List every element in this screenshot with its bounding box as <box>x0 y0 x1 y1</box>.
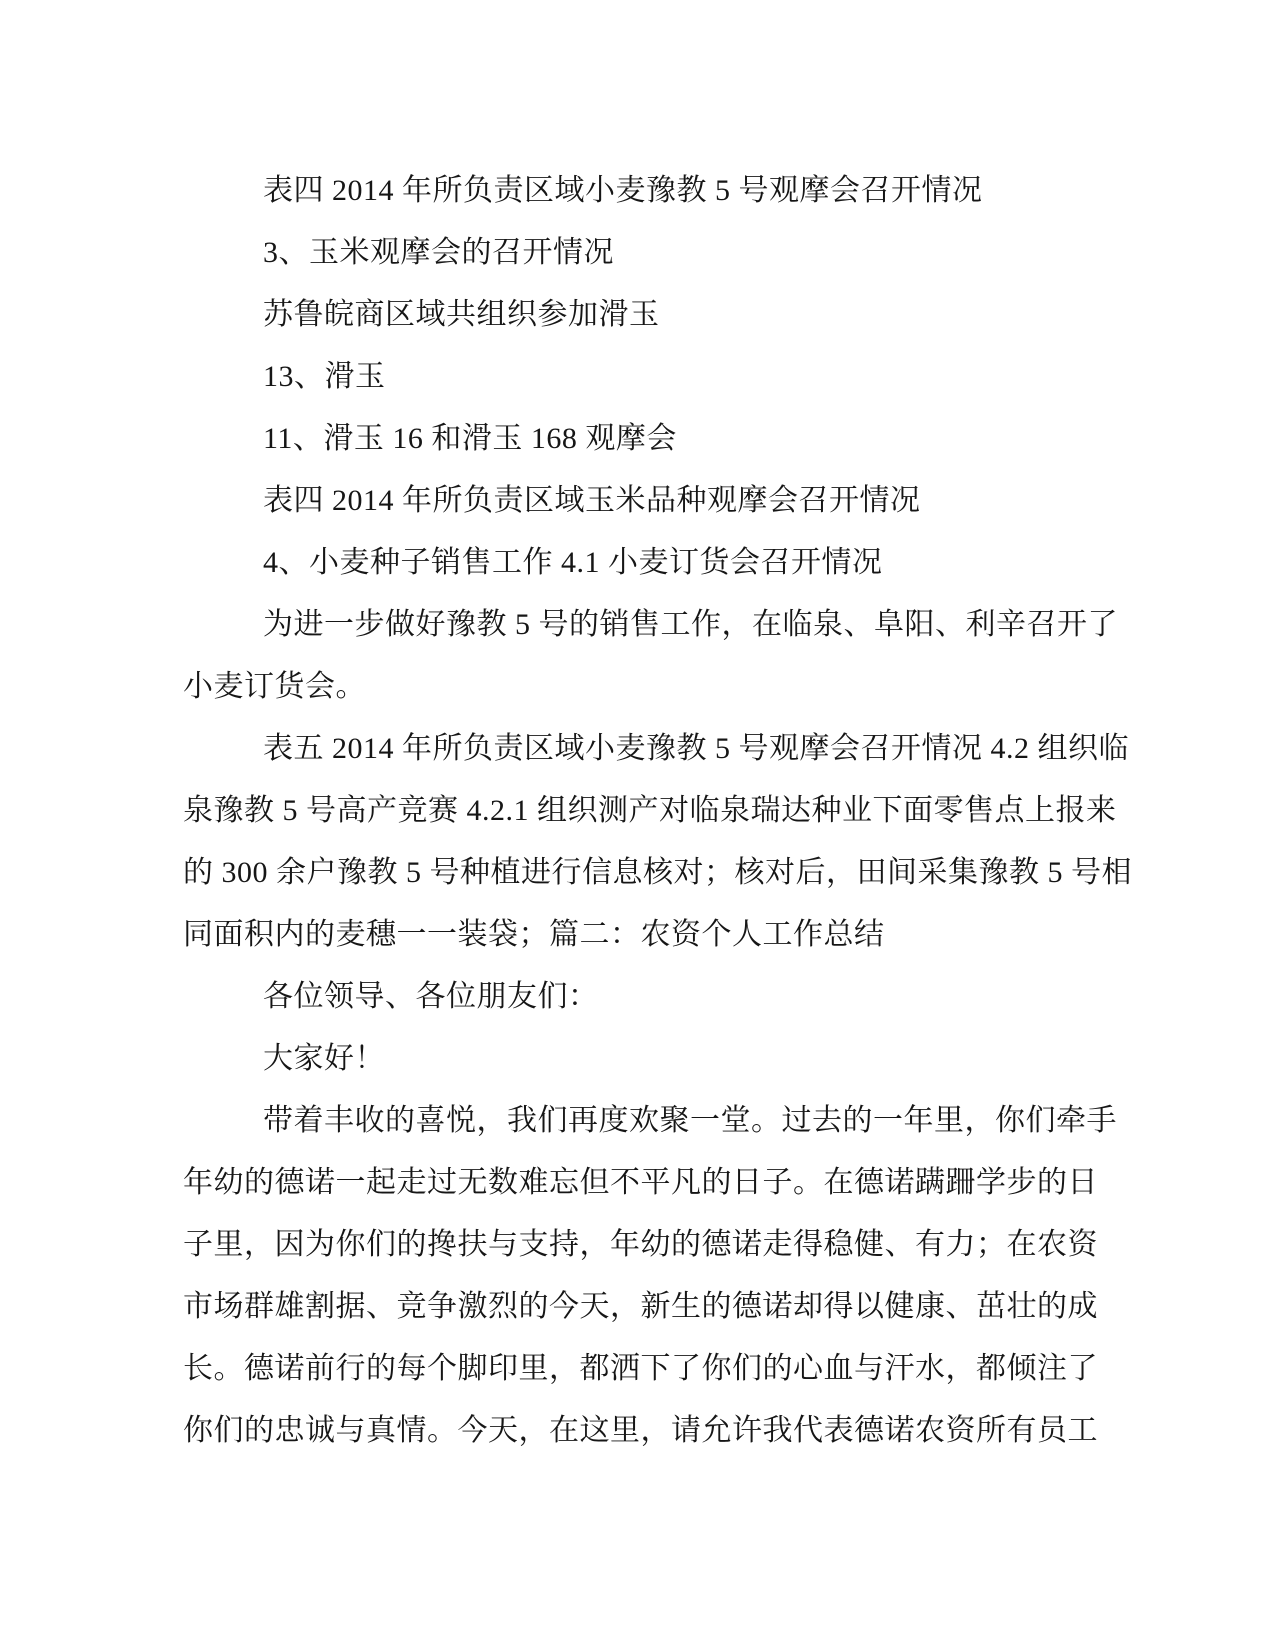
text-line: 市场群雄割据、竞争激烈的今天，新生的德诺却得以健康、茁壮的成 <box>183 1290 1098 1323</box>
text-line: 11、滑玉 16 和滑玉 168 观摩会 <box>263 422 677 455</box>
text-line: 你们的忠诚与真情。今天，在这里，请允许我代表德诺农资所有员工 <box>183 1414 1098 1447</box>
text-line: 3、玉米观摩会的召开情况 <box>263 236 614 269</box>
text-line: 小麦订货会。 <box>183 670 366 703</box>
text-line: 子里，因为你们的搀扶与支持，年幼的德诺走得稳健、有力；在农资 <box>183 1228 1098 1261</box>
text-line: 13、滑玉 <box>263 360 386 393</box>
text-line: 各位领导、各位朋友们： <box>263 980 599 1013</box>
text-line: 的 300 余户豫教 5 号种植进行信息核对；核对后，田间采集豫教 5 号相 <box>183 856 1132 889</box>
text-line: 大家好！ <box>263 1042 385 1075</box>
text-line: 年幼的德诺一起走过无数难忘但不平凡的日子。在德诺蹒跚学步的日 <box>183 1166 1098 1199</box>
text-line: 带着丰收的喜悦，我们再度欢聚一堂。过去的一年里，你们牵手 <box>263 1104 1117 1137</box>
text-line: 泉豫教 5 号高产竞赛 4.2.1 组织测产对临泉瑞达种业下面零售点上报来 <box>183 794 1117 827</box>
text-line: 表四 2014 年所负责区域玉米品种观摩会召开情况 <box>263 484 921 517</box>
document-body <box>183 160 1132 1462</box>
text-line: 苏鲁皖商区域共组织参加滑玉 <box>263 298 660 331</box>
text-line: 表四 2014 年所负责区域小麦豫教 5 号观摩会召开情况 <box>263 174 983 207</box>
text-line: 长。德诺前行的每个脚印里，都洒下了你们的心血与汗水，都倾注了 <box>183 1352 1098 1385</box>
text-line: 表五 2014 年所负责区域小麦豫教 5 号观摩会召开情况 4.2 组织临 <box>263 732 1129 765</box>
text-line: 同面积内的麦穗一一装袋；篇二：农资个人工作总结 <box>183 918 885 951</box>
text-line: 4、小麦种子销售工作 4.1 小麦订货会召开情况 <box>263 546 883 579</box>
text-line: 为进一步做好豫教 5 号的销售工作，在临泉、阜阳、利辛召开了 <box>263 608 1118 641</box>
